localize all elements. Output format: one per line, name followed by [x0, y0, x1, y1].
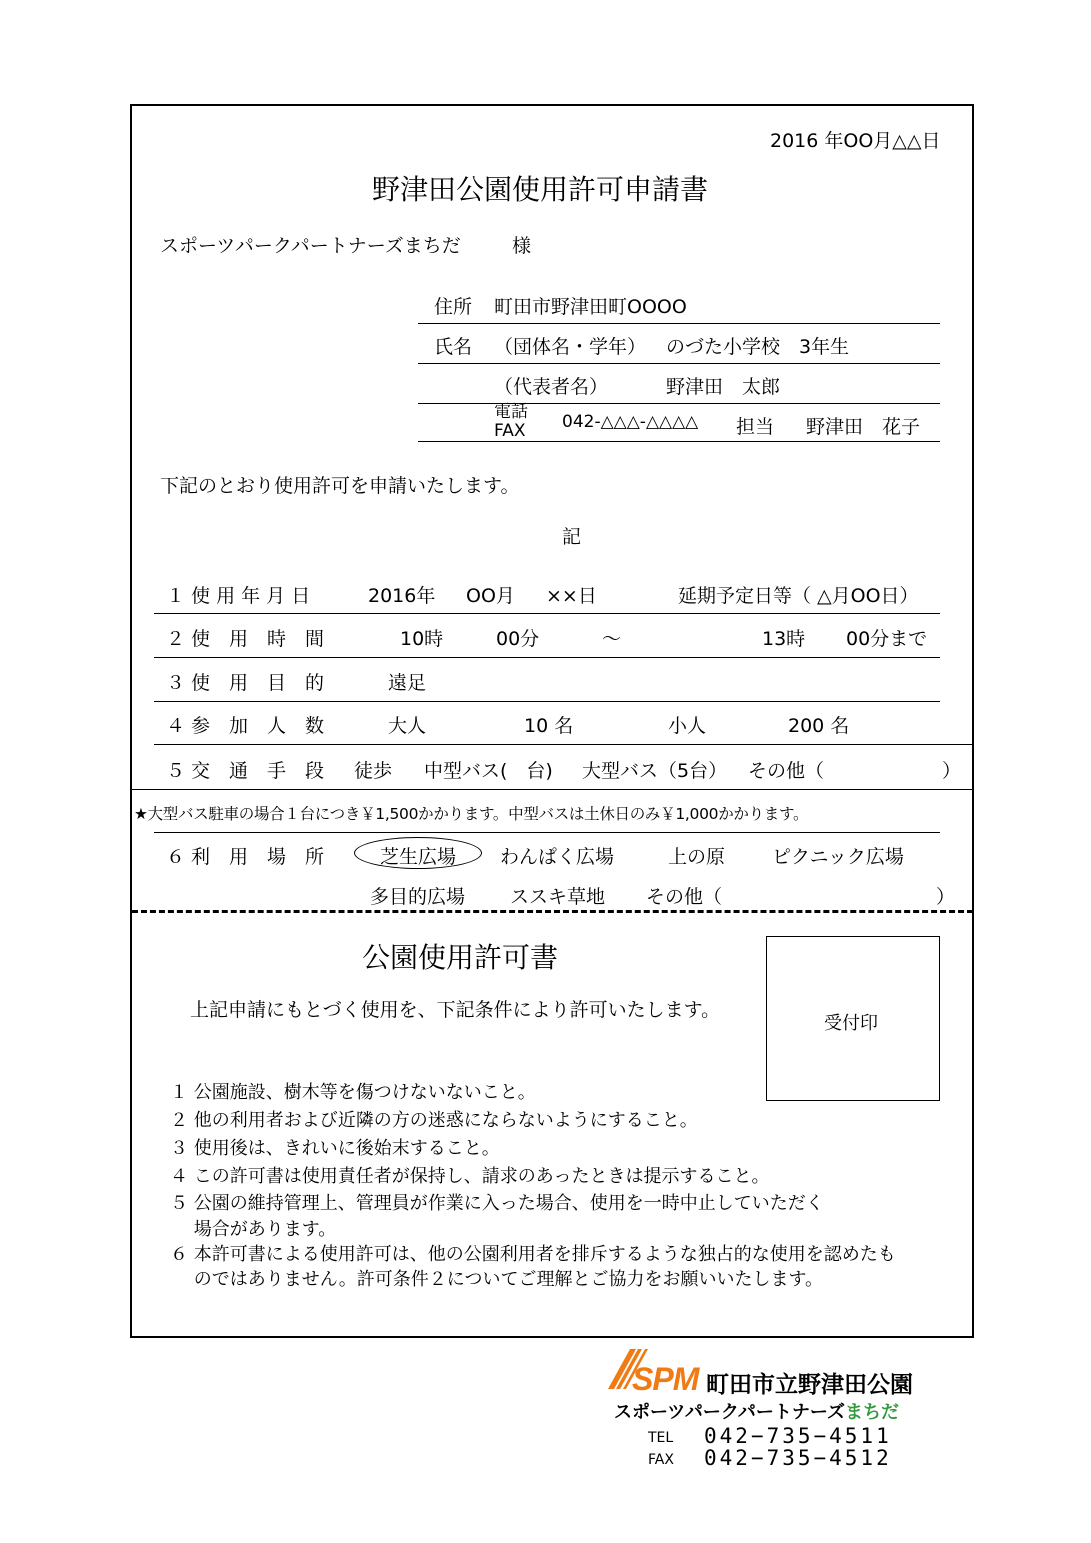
place-other-close: ）: [936, 886, 956, 908]
fax-label: FAX: [648, 1452, 674, 1468]
place-picnic: ピクニック広場: [772, 846, 904, 868]
time-end-hour: 13時: [762, 628, 806, 650]
purpose-line: [154, 701, 940, 702]
condition-6: ６ 本許可書による使用許可は、他の公園利用者を排斥するような独占的な使用を認めたも: [170, 1244, 896, 1265]
addressee-suffix: 様: [512, 235, 532, 257]
condition-2: ２ 他の利用者および近隣の方の迷惑にならないようにすること。: [170, 1110, 698, 1131]
tel-label: TEL: [648, 1430, 674, 1446]
org-name-accent: まちだ: [844, 1402, 899, 1423]
child-value: 200 名: [788, 715, 850, 737]
name-label: 氏名: [434, 336, 473, 358]
transport-large-bus: 大型バス（5台）: [582, 760, 728, 782]
bus-note: ★大型バス駐車の場合１台につき￥1,500かかります。中型バスは土休日のみ￥1,000かかります。: [134, 805, 809, 823]
time-end-minute: 00分まで: [846, 628, 928, 650]
phone-value: 042-△△△-△△△△: [562, 412, 699, 432]
child-label: 小人: [668, 715, 707, 737]
time-tilde: ～: [602, 628, 622, 650]
transport-label: ５ 交 通 手 段: [166, 760, 325, 782]
transport-walk: 徒歩: [354, 760, 393, 782]
group-value: のづた小学校 3年生: [666, 336, 850, 358]
address-label: 住所: [434, 296, 473, 318]
transport-mid-bus: 中型バス( 台): [424, 760, 553, 782]
date-month: OO月: [466, 585, 515, 607]
name-line: [418, 363, 940, 364]
stamp-label: 受付印: [824, 1013, 878, 1034]
rep-label: （代表者名）: [494, 376, 609, 398]
people-line: [154, 744, 974, 745]
condition-5-cont: 場合があります。: [170, 1219, 337, 1240]
permit-title: 公園使用許可書: [362, 941, 559, 974]
tel-value: 042−735−4511: [704, 1424, 892, 1448]
park-name: 町田市立野津田公園: [706, 1372, 913, 1398]
rep-value: 野津田 太郎: [666, 376, 781, 398]
condition-5: ５ 公園の維持管理上、管理員が作業に入った場合、使用を一時中止していただく: [170, 1193, 824, 1214]
org-name: スポーツパークパートナーズまちだ: [614, 1402, 899, 1423]
intro-text: 下記のとおり使用許可を申請いたします。: [160, 475, 520, 497]
phone-label: 電話: [494, 402, 528, 422]
date-day: ××日: [546, 585, 597, 607]
postpone-date: 延期予定日等（ △月OO日）: [678, 585, 919, 607]
transport-other-close: ）: [942, 760, 962, 782]
contact-label: 担当: [736, 416, 775, 438]
people-label: ４ 参 加 人 数: [166, 715, 325, 737]
purpose-value: 遠足: [388, 672, 427, 694]
spm-logo-text: SPM: [632, 1361, 699, 1397]
time-line: [154, 657, 940, 658]
condition-4: ４ この許可書は使用責任者が保持し、請求のあったときは提示すること。: [170, 1166, 770, 1187]
cut-line: [132, 910, 973, 913]
purpose-label: ３ 使 用 目 的: [166, 672, 325, 694]
address-line: [418, 323, 940, 324]
date-year: 2016年: [368, 585, 436, 607]
fax-value: 042−735−4512: [704, 1446, 892, 1470]
date: 2016 年OO月△△日: [770, 130, 941, 152]
place-multipurpose: 多目的広場: [370, 886, 466, 908]
condition-3: ３ 使用後は、きれいに後始末すること。: [170, 1138, 500, 1159]
permit-intro: 上記申請にもとづく使用を、下記条件により許可いたします。: [190, 999, 721, 1021]
page-title: 野津田公園使用許可申請書: [372, 173, 709, 206]
time-start-hour: 10時: [400, 628, 444, 650]
transport-other: その他（: [748, 760, 825, 782]
group-label: （団体名・学年）: [494, 336, 647, 358]
fax-label: FAX: [494, 421, 526, 441]
adult-label: 大人: [388, 715, 427, 737]
transport-line: [132, 789, 974, 790]
condition-1: １ 公園施設、樹木等を傷つけないないこと。: [170, 1082, 536, 1103]
place-shibafu: 芝生広場: [380, 846, 457, 868]
address-value: 町田市野津田町OOOO: [494, 296, 687, 318]
place-susuki: ススキ草地: [510, 886, 606, 908]
date-label: １ 使 用 年 月 日: [166, 585, 311, 607]
place-label: ６ 利 用 場 所: [166, 846, 325, 868]
addressee: スポーツパークパートナーズまちだ: [160, 235, 461, 257]
place-other: その他（: [646, 886, 723, 908]
ki-mark: 記: [562, 526, 582, 548]
contact-value: 野津田 花子: [806, 416, 921, 438]
time-start-minute: 00分: [496, 628, 540, 650]
phone-line: [418, 441, 940, 442]
adult-value: 10 名: [524, 715, 574, 737]
place-uenohara: 上の原: [668, 846, 726, 868]
condition-6-cont: のではありません。許可条件２についてご理解とご協力をお願いいたします。: [170, 1269, 823, 1290]
place-wanpaku: わんぱく広場: [500, 846, 615, 868]
date-line: [154, 613, 940, 614]
note-line: [154, 832, 940, 833]
time-label: ２ 使 用 時 間: [166, 628, 325, 650]
